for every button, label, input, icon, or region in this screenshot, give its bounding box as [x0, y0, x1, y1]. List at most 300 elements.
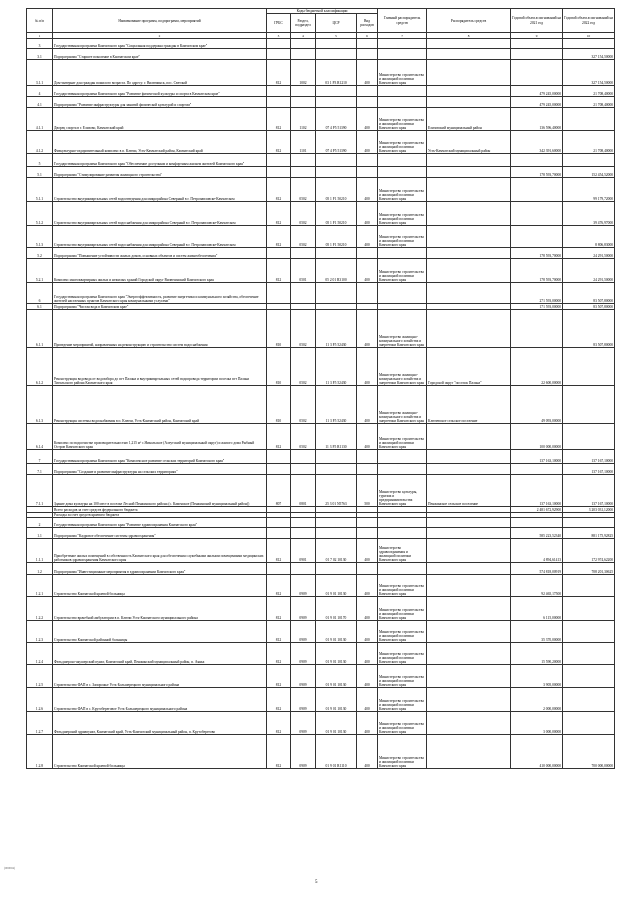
row-total-2021: 49 093,00000: [511, 386, 563, 424]
row-grbs: 812: [267, 226, 291, 248]
table-row: [27, 108, 615, 131]
row-section: [291, 49, 316, 60]
row-grbs: [267, 450, 291, 464]
row-grbs: [267, 167, 291, 178]
row-total-2022: [563, 643, 615, 665]
row-num: 3.1: [27, 49, 53, 60]
table-row: [27, 167, 615, 178]
row-total-2022: [563, 348, 615, 386]
row-total-2022: 39 476,97000: [563, 202, 615, 226]
row-main-manager: [378, 154, 427, 167]
row-num: 1.2.1: [27, 575, 53, 597]
row-total-2021: 22 600,00000: [511, 348, 563, 386]
row-num: 5: [27, 154, 53, 167]
row-manager: [427, 39, 511, 49]
row-main-manager: Министерство жилищно-коммунального хозяйства и энергетики Камчатского края: [378, 310, 427, 348]
row-main-manager: [378, 86, 427, 97]
row-total-2022: 137 167,10000: [563, 450, 615, 464]
row-main-manager: [378, 283, 427, 304]
table-row: [27, 86, 615, 97]
table-row: [27, 688, 615, 712]
row-csr: 01 9 01 10130: [316, 688, 357, 712]
row-manager: [427, 86, 511, 97]
row-name: Государственная программа Камчатского края "Развитие здравоохранения Камчатского края": [53, 518, 267, 528]
table-row: [27, 248, 615, 259]
row-expense-type: [357, 528, 378, 539]
row-section: 0501: [291, 259, 316, 283]
row-total-2022: 24 291,50000: [563, 248, 615, 259]
row-manager: [427, 688, 511, 712]
row-num: 5.1.3: [27, 226, 53, 248]
row-total-2022: [563, 39, 615, 49]
table-body: [27, 39, 615, 769]
row-csr: 05 1 F1 50210: [316, 178, 357, 202]
row-total-2022: 327 154,50000: [563, 60, 615, 86]
row-manager: [427, 464, 511, 475]
row-expense-type: 400: [357, 131, 378, 154]
row-total-2022: [563, 597, 615, 621]
row-main-manager: Министерство строительства и жилищной политики Камчатского края: [378, 60, 427, 86]
row-name: Строительство внутриквартальных сетей водоснабжения для микрорайона Северный в г. Петропавловске-Камчатском: [53, 226, 267, 248]
row-expense-type: 400: [357, 621, 378, 643]
table-row: [27, 475, 615, 507]
row-total-2022: 8 806,83000: [563, 226, 615, 248]
row-section: [291, 518, 316, 528]
row-section: [291, 167, 316, 178]
row-total-2021: 3 000,00000: [511, 712, 563, 735]
row-total-2022: 3 203 031,12000: [563, 507, 615, 513]
row-num: 5.1: [27, 167, 53, 178]
row-csr: 03 1 P3 R1210: [316, 60, 357, 86]
row-grbs: 812: [267, 202, 291, 226]
row-grbs: 810: [267, 348, 291, 386]
row-name: Государственная программа Камчатского края "Развитие физической культуры и спорта в Камчатском крае": [53, 86, 267, 97]
row-total-2021: 574 818,00919: [511, 563, 563, 575]
row-section: [291, 464, 316, 475]
row-section: [291, 97, 316, 108]
row-section: [291, 39, 316, 49]
row-main-manager: Министерство строительства и жилищной политики Камчатского края: [378, 108, 427, 131]
row-name: Государственная программа Камчатского края "Обеспечение доступным и комфортным жильем жителей Камчатского края": [53, 154, 267, 167]
row-section: 0909: [291, 643, 316, 665]
row-csr: [316, 248, 357, 259]
margin-mark: (000004): [4, 866, 15, 870]
column-number: 2: [53, 33, 267, 39]
row-total-2022: 137 167,10000: [563, 464, 615, 475]
row-expense-type: 400: [357, 386, 378, 424]
row-csr: 05 2 01 R3100: [316, 259, 357, 283]
column-number: 6: [357, 33, 378, 39]
row-total-2021: [511, 310, 563, 348]
row-main-manager: [378, 450, 427, 464]
row-manager: Ключевское сельское поселение: [427, 386, 511, 424]
row-num: 6: [27, 283, 53, 304]
budget-table: [26, 8, 615, 769]
row-num: 6.1.2: [27, 348, 53, 386]
row-name: Комплекс многоквартирных жилых и нежилых зданий Городской округ Вилючинский Камчатского края: [53, 259, 267, 283]
row-main-manager: Министерство строительства и жилищной политики Камчатского края: [378, 259, 427, 283]
row-total-2022: 708 201,30625: [563, 563, 615, 575]
column-number: 4: [291, 33, 316, 39]
row-expense-type: 400: [357, 712, 378, 735]
row-total-2022: 172 974,62200: [563, 539, 615, 563]
row-section: 0909: [291, 575, 316, 597]
row-main-manager: Министерство строительства и жилищной политики Камчатского края: [378, 178, 427, 202]
row-grbs: [267, 86, 291, 97]
column-number: 3: [267, 33, 291, 39]
row-manager: Усть-Камчатский муниципальный район: [427, 131, 511, 154]
row-csr: 01 9 01 R1110: [316, 735, 357, 769]
row-manager: [427, 248, 511, 259]
row-expense-type: 500: [357, 475, 378, 507]
table-row: [27, 597, 615, 621]
row-grbs: 812: [267, 178, 291, 202]
row-main-manager: [378, 528, 427, 539]
row-name: Строительство ФАП в с. Крутобереговое Усть-Большерецкого муниципального района: [53, 688, 267, 712]
column-number: 5: [316, 33, 357, 39]
row-expense-type: 400: [357, 226, 378, 248]
row-csr: 01 9 01 10130: [316, 712, 357, 735]
row-expense-type: [357, 450, 378, 464]
row-name: Подпрограмма "Старшее поколение в Камчатском крае": [53, 49, 267, 60]
header-total-2021: Годовой объем ассигнований на 2021 год: [511, 9, 563, 33]
row-main-manager: Министерство здравоохранения и жилищной политики Камчатского края: [378, 539, 427, 563]
table-row: [27, 60, 615, 86]
row-num: 5.1.1: [27, 178, 53, 202]
row-total-2022: [563, 665, 615, 688]
row-name: Всего расходов за счет средств федерального бюджета: [53, 507, 267, 513]
row-name: Подпрограмма "Кадровое обеспечение системы здравоохранения": [53, 528, 267, 539]
row-manager: [427, 259, 511, 283]
row-main-manager: Министерство строительства и жилищной политики Камчатского края: [378, 621, 427, 643]
row-csr: 01 9 01 10130: [316, 575, 357, 597]
row-main-manager: Министерство строительства и жилищной политики Камчатского края: [378, 597, 427, 621]
row-section: 0502: [291, 386, 316, 424]
row-manager: [427, 49, 511, 60]
row-section: 0801: [291, 475, 316, 507]
row-total-2021: 410 000,00000: [511, 735, 563, 769]
header-csr: ЦСР: [316, 14, 357, 33]
row-section: [291, 248, 316, 259]
row-total-2022: 21 708,40000: [563, 97, 615, 108]
row-grbs: [267, 563, 291, 575]
row-expense-type: [357, 39, 378, 49]
row-expense-type: [357, 283, 378, 304]
row-total-2021: 178 593,70000: [511, 248, 563, 259]
table-row: [27, 131, 615, 154]
row-expense-type: [357, 97, 378, 108]
row-grbs: 812: [267, 597, 291, 621]
row-main-manager: [378, 464, 427, 475]
row-manager: [427, 154, 511, 167]
row-section: [291, 154, 316, 167]
row-grbs: 812: [267, 688, 291, 712]
row-total-2021: [511, 60, 563, 86]
row-manager: [427, 712, 511, 735]
row-grbs: 812: [267, 131, 291, 154]
row-total-2022: [563, 108, 615, 131]
row-num: 7.1: [27, 464, 53, 475]
row-total-2022: [563, 424, 615, 450]
row-name: Государственная программа Камчатского края "Социальная поддержка граждан в Камчатском крае": [53, 39, 267, 49]
row-expense-type: 400: [357, 108, 378, 131]
row-grbs: 812: [267, 424, 291, 450]
row-csr: [316, 450, 357, 464]
row-name: Строительство внутриквартальных сетей водоснабжения для микрорайона Северный в г. Петропавловске-Камчатском: [53, 202, 267, 226]
row-num: 4.1: [27, 97, 53, 108]
row-section: 0901: [291, 539, 316, 563]
row-expense-type: [357, 49, 378, 60]
row-name: Реконструкция системы водоснабжения в п. Ключи, Усть-Камчатский район, Камчатский край: [53, 386, 267, 424]
table-row: [27, 178, 615, 202]
row-section: 1102: [291, 108, 316, 131]
row-grbs: 810: [267, 386, 291, 424]
row-name: Комплекс по водоочистке производительностью 1,215 м³ с.Никольское (Алеутский муниципальный округ) и жилого дома Рыбный Остров Камчатского края: [53, 424, 267, 450]
row-name: Расходы за счет средств краевого бюджета: [53, 513, 267, 518]
row-total-2021: 15 590,20000: [511, 643, 563, 665]
row-manager: Елизовский муниципальный район: [427, 108, 511, 131]
row-csr: [316, 528, 357, 539]
row-name: Подпрограмма "Инвестиционные мероприятия в здравоохранении Камчатского края": [53, 563, 267, 575]
table-row: [27, 226, 615, 248]
row-section: 0502: [291, 226, 316, 248]
row-expense-type: 400: [357, 60, 378, 86]
table-row: [27, 386, 615, 424]
row-total-2021: 479 245,00000: [511, 97, 563, 108]
table-row: [27, 49, 615, 60]
row-csr: 01 9 01 10170: [316, 597, 357, 621]
row-total-2021: [511, 154, 563, 167]
row-grbs: [267, 518, 291, 528]
row-name: Строительство внутриквартальных сетей водоотведения для микрорайона Северный в г. Петропавловске-Камчатском: [53, 178, 267, 202]
row-num: 4.1.2: [27, 131, 53, 154]
table-row: [27, 259, 615, 283]
row-name: Фельдшерско-акушерский пункт, Камчатский край, Пенжинский муниципальный район, п. Аянка: [53, 643, 267, 665]
header-main-manager: Главный распорядитель средств: [378, 9, 427, 33]
row-total-2022: [563, 518, 615, 528]
row-main-manager: [378, 167, 427, 178]
row-main-manager: [378, 39, 427, 49]
row-manager: [427, 643, 511, 665]
header-total-2022: Годовой объем ассигнований на 2022 год: [563, 9, 615, 33]
row-total-2021: 3 905,00000: [511, 665, 563, 688]
row-grbs: [267, 154, 291, 167]
row-section: 1101: [291, 131, 316, 154]
row-num: 1.2.8: [27, 735, 53, 769]
row-total-2022: [563, 688, 615, 712]
row-main-manager: Министерство строительства и жилищной политики Камчатского края: [378, 131, 427, 154]
row-main-manager: Министерство строительства и жилищной политики Камчатского края: [378, 712, 427, 735]
row-manager: [427, 539, 511, 563]
row-section: [291, 86, 316, 97]
row-manager: Городской округ "поселок Палана": [427, 348, 511, 386]
table-row: [27, 665, 615, 688]
row-manager: [427, 563, 511, 575]
row-total-2021: 136 596,40000: [511, 108, 563, 131]
table-row: [27, 539, 615, 563]
row-manager: [427, 424, 511, 450]
row-main-manager: Министерство жилищно-коммунального хозяйства и энергетики Камчатского края: [378, 348, 427, 386]
header-expense-type: Вид расходов: [357, 14, 378, 33]
row-expense-type: [357, 518, 378, 528]
column-number: 8: [427, 33, 511, 39]
table-row: [27, 154, 615, 167]
row-section: 0909: [291, 665, 316, 688]
row-manager: [427, 167, 511, 178]
header-name: Наименование программ, подпрограмм, мероприятий: [53, 9, 267, 33]
header-grbs: ГРБС: [267, 14, 291, 33]
row-main-manager: Министерство строительства и жилищной политики Камчатского края: [378, 424, 427, 450]
row-section: 1002: [291, 60, 316, 86]
row-name: Строительство Камчатской районной больницы: [53, 621, 267, 643]
row-csr: 07 4 P5 51390: [316, 108, 357, 131]
row-grbs: 810: [267, 310, 291, 348]
row-total-2021: 2 000,00000: [511, 688, 563, 712]
row-manager: [427, 597, 511, 621]
row-grbs: 812: [267, 712, 291, 735]
row-total-2022: [563, 386, 615, 424]
row-total-2021: 178 593,70000: [511, 167, 563, 178]
column-number: 1: [27, 33, 53, 39]
row-section: 0502: [291, 310, 316, 348]
row-manager: [427, 621, 511, 643]
row-num: 5.2: [27, 248, 53, 259]
row-manager: [427, 178, 511, 202]
row-total-2022: 99 179,72000: [563, 178, 615, 202]
row-main-manager: Министерство строительства и жилищной политики Камчатского края: [378, 665, 427, 688]
row-manager: [427, 202, 511, 226]
row-grbs: [267, 528, 291, 539]
header-num: № п/п: [27, 9, 53, 33]
row-csr: 05 1 F1 50210: [316, 226, 357, 248]
row-main-manager: Министерство строительства и жилищной политики Камчатского края: [378, 643, 427, 665]
row-total-2022: [563, 712, 615, 735]
row-total-2021: 4 894,61413: [511, 539, 563, 563]
row-grbs: 812: [267, 575, 291, 597]
row-expense-type: 400: [357, 348, 378, 386]
row-num: 7: [27, 450, 53, 464]
row-manager: [427, 528, 511, 539]
row-expense-type: 400: [357, 643, 378, 665]
table-row: [27, 575, 615, 597]
row-total-2022: 327 154,50000: [563, 49, 615, 60]
row-main-manager: Министерство жилищно-коммунального хозяйства и энергетики Камчатского края: [378, 386, 427, 424]
row-name: Физкультурно-оздоровительный комплекс в п. Ключи, Усть-Камчатский район, Камчатский край: [53, 131, 267, 154]
table-row: [27, 283, 615, 304]
column-number: 9: [511, 33, 563, 39]
row-total-2022: 83 507,80000: [563, 283, 615, 304]
row-num: 6.1.3: [27, 386, 53, 424]
row-expense-type: 400: [357, 310, 378, 348]
row-name: Строительство Камчатской краевой больницы: [53, 575, 267, 597]
row-manager: [427, 735, 511, 769]
row-main-manager: Министерство строительства и жилищной политики Камчатского края: [378, 688, 427, 712]
row-section: 0502: [291, 424, 316, 450]
row-main-manager: [378, 97, 427, 108]
row-total-2021: 342 391,60000: [511, 131, 563, 154]
row-manager: [427, 518, 511, 528]
table-row: [27, 424, 615, 450]
row-csr: 01 9 01 10130: [316, 643, 357, 665]
row-name: Подпрограмма "Создание и развитие инфраструктуры на сельских территориях": [53, 464, 267, 475]
row-num: 6.1: [27, 304, 53, 310]
table-row: [27, 348, 615, 386]
row-section: [291, 450, 316, 464]
row-main-manager: Министерство строительства и жилищной политики Камчатского края: [378, 735, 427, 769]
row-csr: [316, 86, 357, 97]
row-total-2021: 171 593,00000: [511, 304, 563, 310]
row-total-2022: 83 507,80000: [563, 310, 615, 348]
row-total-2021: [511, 178, 563, 202]
row-name: Строительство врачебной амбулатории в п. Ключи Усть-Камчатского муниципального района: [53, 597, 267, 621]
row-name: Проведение мероприятий, направленных на реконструкцию и строительство систем водоснабжения: [53, 310, 267, 348]
row-total-2022: 21 708,40000: [563, 86, 615, 97]
row-total-2021: 271 593,00000: [511, 283, 563, 304]
row-total-2021: 100 000,00000: [511, 424, 563, 450]
row-total-2022: 137 167,10000: [563, 475, 615, 507]
page-number: 5: [315, 880, 318, 885]
row-csr: 01 9 01 10130: [316, 665, 357, 688]
row-expense-type: 400: [357, 539, 378, 563]
row-name: Государственная программа Камчатского края "Энергоэффективность, развитие энергетики и коммунального хозяйства, обеспечение жителей населенных пунктов Камчатского края коммунальными услугами": [53, 283, 267, 304]
row-section: 0502: [291, 178, 316, 202]
column-number: 7: [378, 33, 427, 39]
row-csr: [316, 49, 357, 60]
row-section: 0909: [291, 621, 316, 643]
row-csr: [316, 97, 357, 108]
row-total-2022: 21 708,40000: [563, 131, 615, 154]
row-total-2021: [511, 226, 563, 248]
row-csr: 01 9 01 10130: [316, 621, 357, 643]
row-grbs: 812: [267, 539, 291, 563]
row-manager: [427, 283, 511, 304]
row-expense-type: [357, 86, 378, 97]
row-section: 0909: [291, 712, 316, 735]
row-num: 5.1.2: [27, 202, 53, 226]
row-main-manager: [378, 248, 427, 259]
row-num: 1.2.3: [27, 621, 53, 643]
row-expense-type: [357, 563, 378, 575]
row-grbs: 812: [267, 665, 291, 688]
row-csr: [316, 283, 357, 304]
row-expense-type: 400: [357, 575, 378, 597]
row-grbs: 812: [267, 60, 291, 86]
row-section: [291, 563, 316, 575]
row-main-manager: Министерство строительства и жилищной политики Камчатского края: [378, 226, 427, 248]
row-name: Подпрограмма "Повышение устойчивости жилых домов, основных объектов и систем жизнеобеспечения": [53, 248, 267, 259]
row-expense-type: 400: [357, 178, 378, 202]
table-row: [27, 464, 615, 475]
row-section: 0909: [291, 735, 316, 769]
row-total-2021: 585 223,52340: [511, 528, 563, 539]
row-section: [291, 283, 316, 304]
header-manager: Распорядитель средств: [427, 9, 511, 33]
row-expense-type: [357, 154, 378, 167]
row-total-2021: 2 481 672,92900: [511, 507, 563, 513]
row-total-2021: [511, 464, 563, 475]
row-name: Реконструкция водовода от водозабора до пгт Палана и внутриквартальных сетей водопровода территории поселка пгт Палана Тигильского района Камчатского края: [53, 348, 267, 386]
row-csr: 01 7 02 10130: [316, 539, 357, 563]
row-total-2022: 152 454,52000: [563, 167, 615, 178]
row-name: Дом-интернат для граждан пожилого возраста. По адресу: г. Вилючинск, пос. Светлый: [53, 60, 267, 86]
table-row: [27, 712, 615, 735]
row-name: Здание дома культуры на 100 мест в поселке Лесной Пенжинского района (с. Каменское (Пенжинский муниципальный район)): [53, 475, 267, 507]
row-csr: 11 3 F5 52430: [316, 386, 357, 424]
row-num: 1.2.7: [27, 712, 53, 735]
row-csr: [316, 563, 357, 575]
row-total-2022: 83 507,80000: [563, 304, 615, 310]
table-row: [27, 39, 615, 49]
